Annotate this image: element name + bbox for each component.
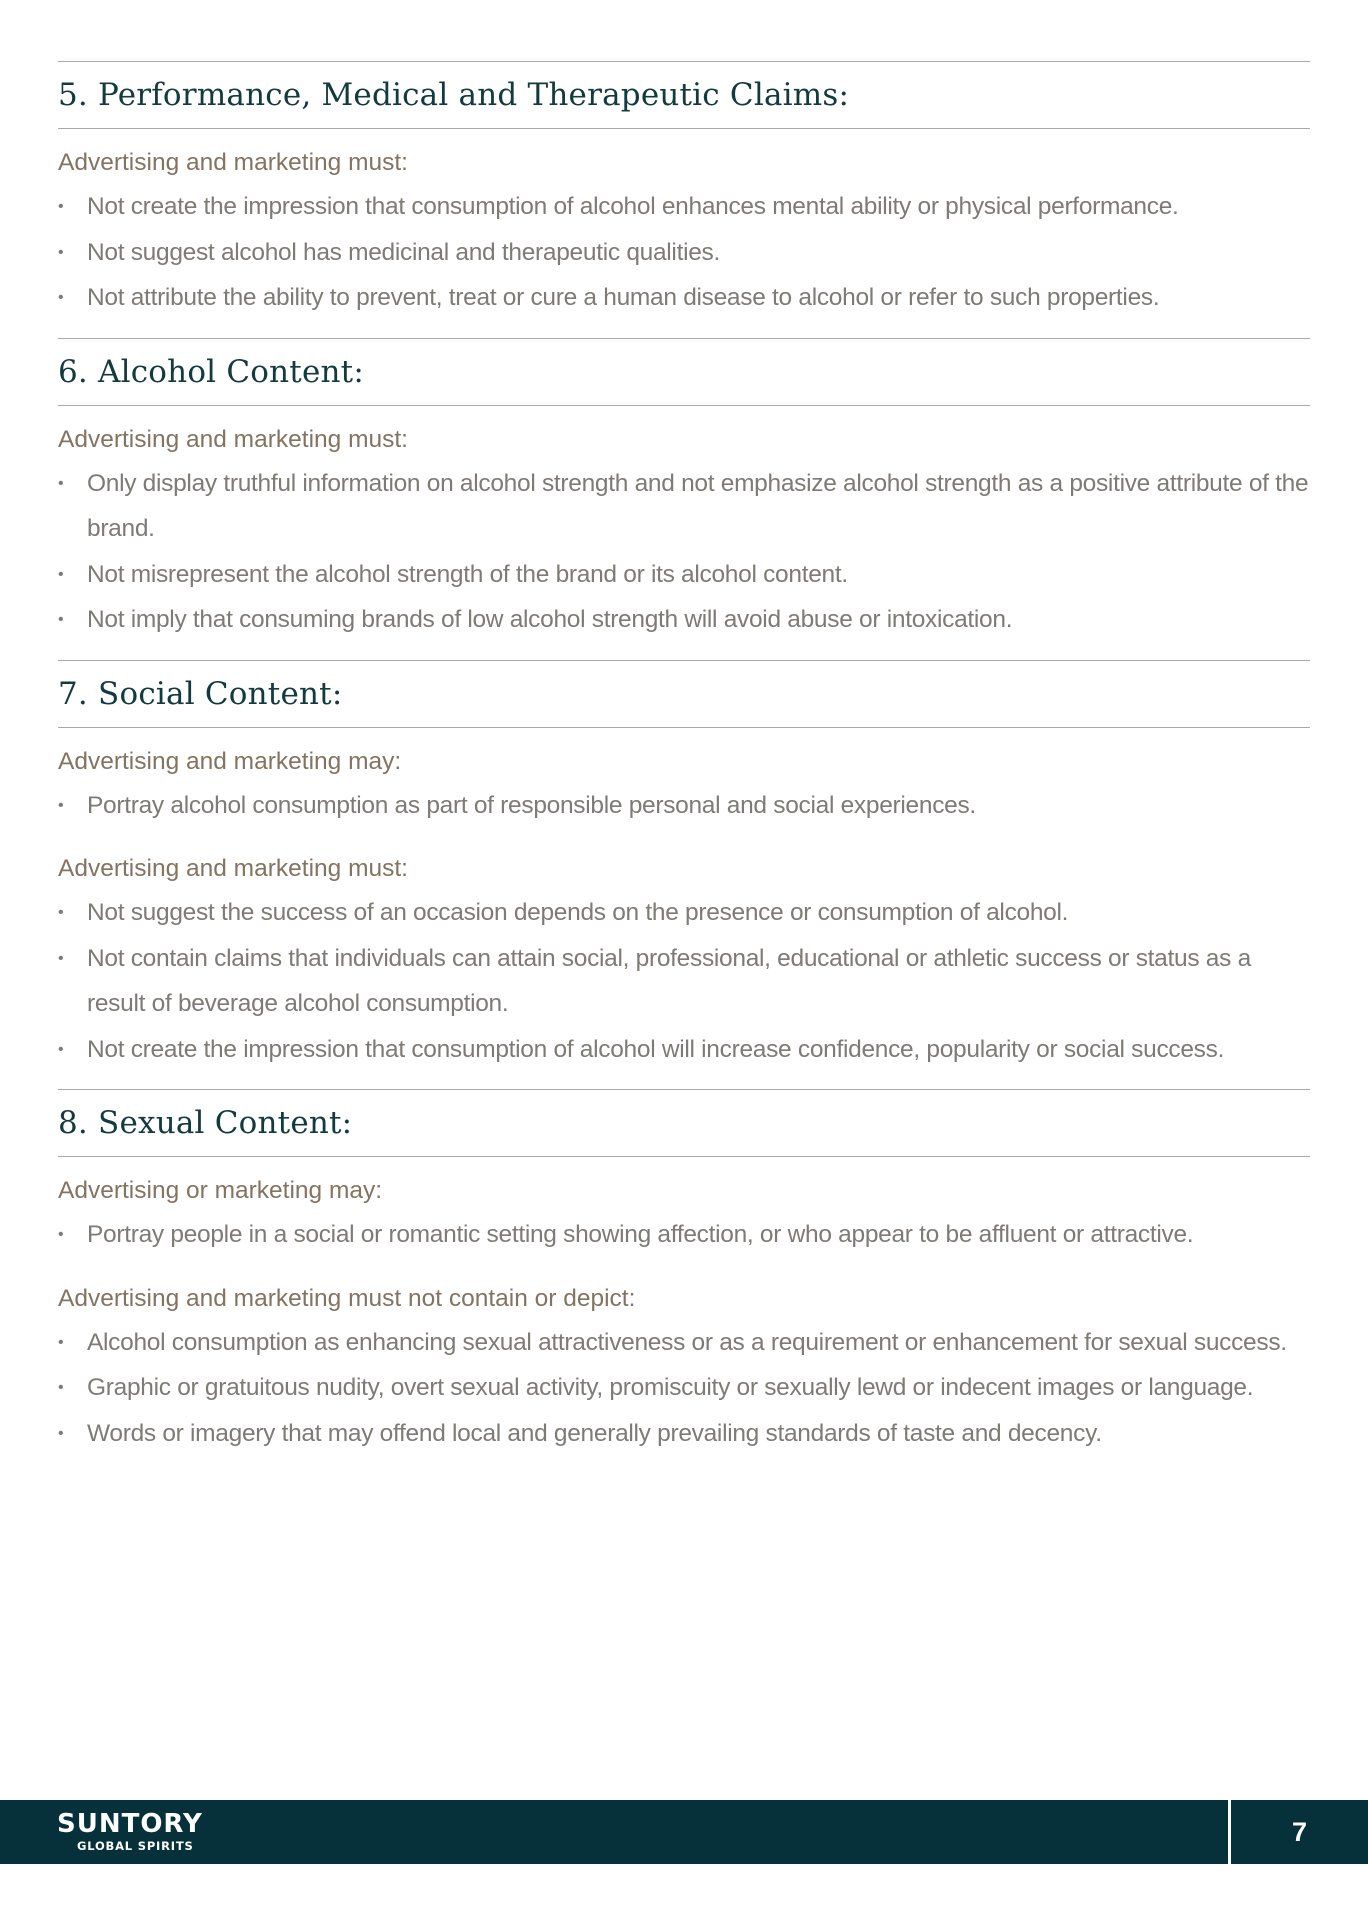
section-subhead: Advertising or marketing may:	[58, 1177, 383, 1204]
list-item-text: Words or imagery that may offend local and generally prevailing standards of taste and decency.	[87, 1419, 1102, 1447]
list-item-text: Not create the impression that consumption of alcohol enhances mental ability or physical performance.	[87, 193, 1179, 220]
list-item-text: Not misrepresent the alcohol strength of the brand or its alcohol content.	[87, 560, 848, 588]
section-subhead: Advertising and marketing must:	[58, 855, 408, 882]
list-item-text: Not create the impression that consumption of alcohol will increase confidence, popularity or social success.	[87, 1035, 1225, 1063]
list-item-text: Portray alcohol consumption as part of responsible personal and social experiences.	[87, 791, 976, 819]
bullet-icon: •	[58, 1379, 64, 1396]
list-item-text: Not suggest the success of an occasion depends on the presence or consumption of alcohol.	[87, 899, 1069, 926]
list-item-text: Not attribute the ability to prevent, treat or cure a human disease to alcohol or refer to such properties.	[87, 284, 1160, 311]
bullet-icon: •	[58, 565, 64, 583]
document-page	[58, 61, 1310, 1473]
bullet-list	[58, 783, 1310, 829]
bullet-icon: •	[58, 1333, 64, 1351]
section-title: 7. Social Content:	[58, 675, 343, 712]
section-subhead: Advertising and marketing may:	[58, 747, 402, 775]
suntory-logo	[57, 1810, 203, 1854]
section-subhead: Advertising and marketing must:	[58, 425, 408, 453]
list-item-text: Not suggest alcohol has medicinal and therapeutic qualities.	[87, 238, 721, 266]
logo-subtitle: GLOBAL SPIRITS	[77, 1839, 194, 1853]
bullet-icon: •	[58, 1226, 64, 1243]
list-item-text: Portray people in a social or romantic setting showing affection, or who appear to be affluent or attractive.	[87, 1221, 1194, 1248]
bullet-list	[58, 1212, 1310, 1258]
list-item	[58, 461, 1310, 552]
list-item	[58, 552, 1310, 598]
list-item	[58, 230, 1310, 276]
list-item-text: Alcohol consumption as enhancing sexual attractiveness or as a requirement or enhancement for sexual success.	[87, 1328, 1287, 1356]
section-body	[58, 129, 1310, 338]
list-item	[58, 936, 1310, 1027]
bullet-list	[58, 1320, 1310, 1457]
logo-wordmark: SUNTORY	[57, 1809, 203, 1839]
list-item-text: Not imply that consuming brands of low alcohol strength will avoid abuse or intoxication.	[87, 606, 1013, 633]
section-subhead: Advertising and marketing must:	[58, 149, 408, 176]
section-body	[58, 1157, 1310, 1473]
section-header	[58, 62, 1310, 128]
bullet-icon: •	[58, 474, 64, 492]
list-item-text: Only display truthful information on alcohol strength and not emphasize alcohol strength as a positive attribute of the brand.	[87, 469, 1309, 542]
list-item	[58, 1320, 1310, 1366]
bullet-icon: •	[58, 904, 64, 921]
list-item	[58, 597, 1310, 643]
list-item	[58, 1411, 1310, 1457]
list-item	[58, 275, 1310, 321]
list-item	[58, 1212, 1310, 1258]
list-item-text: Graphic or gratuitous nudity, overt sexual activity, promiscuity or sexually lewd or indecent images or language.	[87, 1374, 1254, 1401]
bullet-list	[58, 890, 1310, 1072]
page-number: 7	[1291, 1817, 1308, 1847]
section-title: 8. Sexual Content:	[58, 1105, 353, 1141]
section-subhead: Advertising and marketing must not contain or depict:	[58, 1284, 636, 1312]
bullet-icon: •	[58, 289, 64, 306]
bullet-icon: •	[58, 243, 64, 261]
section-header	[58, 1090, 1310, 1156]
section-title: 6. Alcohol Content:	[58, 353, 364, 390]
section-header	[58, 661, 1310, 727]
list-item-text: Not contain claims that individuals can attain social, professional, educational or athletic success or status as a result of beverage alcohol consumption.	[87, 944, 1251, 1017]
bullet-icon: •	[58, 1040, 64, 1058]
page-footer	[0, 1800, 1368, 1864]
bullet-icon: •	[58, 198, 64, 215]
bullet-icon: •	[58, 1424, 64, 1442]
list-item	[58, 1365, 1310, 1411]
section-body	[58, 728, 1310, 1090]
bullet-list	[58, 461, 1310, 643]
list-item	[58, 1027, 1310, 1073]
list-item	[58, 184, 1310, 230]
section-body	[58, 406, 1310, 660]
bullet-icon: •	[58, 611, 64, 628]
list-item	[58, 783, 1310, 829]
section-title: 5. Performance, Medical and Therapeutic Claims:	[58, 77, 850, 113]
section-header	[58, 339, 1310, 405]
bullet-icon: •	[58, 949, 64, 967]
bullet-list	[58, 184, 1310, 321]
bullet-icon: •	[58, 796, 64, 814]
list-item	[58, 890, 1310, 936]
